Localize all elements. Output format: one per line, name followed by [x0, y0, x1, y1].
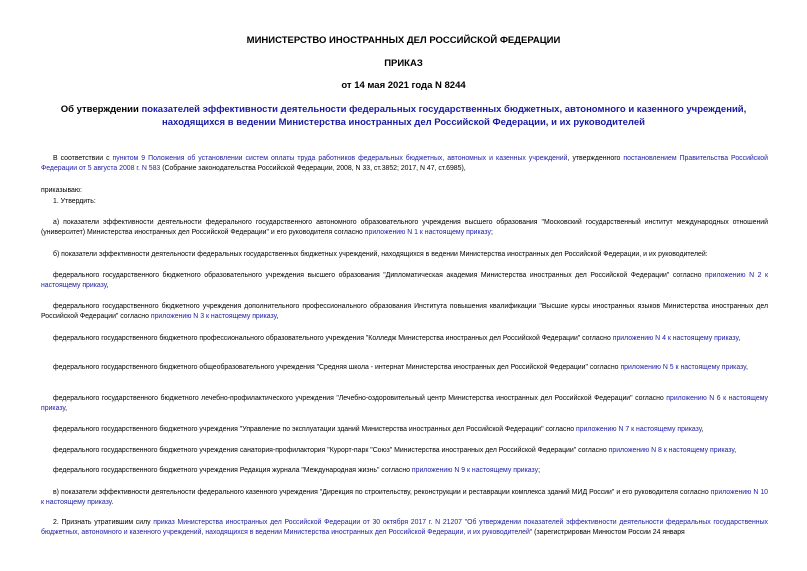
link-paragraph-9[interactable]: пунктом 9 Положения об установлении систем оплаты труда работников федеральных бюджетных, автономных и казенных учреждений	[112, 155, 568, 162]
link-appendix-8[interactable]: приложению N 8 к настоящему приказу	[608, 447, 735, 454]
link-appendix-1[interactable]: приложению N 1 к настоящему приказу	[364, 229, 491, 237]
paragraph-item-2	[41, 518, 768, 539]
text: ,	[65, 405, 68, 413]
text: В соответствии с	[53, 155, 113, 162]
text: федерального государственного бюджетного учреждения санатория-профилактория "Курорт-парк "Союз" Министерства иностранных дел Российской Федерации" согласно	[53, 447, 609, 454]
paragraph-journal	[41, 466, 768, 476]
text: 2. Признать утратившим силу	[53, 519, 154, 526]
link-appendix-2[interactable]: приложению N 2 к настоящему приказу	[41, 272, 768, 290]
text: ,	[106, 282, 109, 290]
paragraph-item-b: б) показатели эффективности деятельности федеральных государственных бюджетных учреждений, находящихся в ведении Министерства иностранных дел Российской Федерации, и их руководителей:	[53, 251, 708, 258]
link-appendix-7[interactable]: приложению N 7 к настоящему приказу	[576, 426, 702, 433]
text: ,	[738, 335, 741, 342]
link-appendix-9[interactable]: приложению N 9 к настоящему приказу	[411, 467, 539, 474]
paragraph-order-word: приказываю:	[41, 187, 82, 194]
paragraph-diplomatic-academy	[41, 271, 768, 292]
paragraph-item-1: 1. Утвердить:	[53, 198, 96, 205]
paragraph-college	[41, 334, 768, 344]
ministry-heading: МИНИСТЕРСТВО ИНОСТРАННЫХ ДЕЛ РОССИЙСКОЙ ФЕДЕРАЦИИ	[246, 35, 561, 46]
title-link[interactable]: показателей эффективности деятельности федеральных государственных бюджетных, автономного и казенного учреждений, находящихся в ведении Министерства иностранных дел Российской Федерации, и их руководителей	[141, 104, 747, 128]
paragraph-basis	[41, 154, 768, 175]
text: (зарегистрирован Минюстом России 24 января	[532, 529, 685, 537]
paragraph-sanatorium	[41, 446, 768, 456]
link-appendix-4[interactable]: приложению N 4 к настоящему приказу	[612, 335, 739, 342]
link-appendix-3[interactable]: приложению N 3 к настоящему приказу	[150, 313, 277, 321]
paragraph-health-center	[41, 394, 768, 415]
text: федерального государственного бюджетного учреждения "Управление по эксплуатации зданий Министерства иностранных дел Российской Федерации" согласно	[53, 426, 577, 433]
paragraph-item-a	[41, 218, 768, 239]
text: ;	[538, 467, 541, 474]
paragraph-building-management	[41, 425, 768, 435]
title-prefix: Об утверждении	[60, 104, 142, 115]
link-appendix-10[interactable]: приложению N 10 к настоящему приказу	[41, 489, 768, 507]
text: , утвержденного	[567, 155, 624, 162]
link-previous-order[interactable]: приказ Министерства иностранных дел Российской Федерации от 30 октября 2017 г. N 21207 "Об утверждении показателей эффективности деятельности федеральных государственных бюджетных, автономного и казенного учреждений, находящихся в ведении Министерства иностранных дел Российской Федерации, и их руководителей"	[41, 519, 768, 537]
text: федерального государственного бюджетного общеобразовательного учреждения "Средняя школа - интернат Министерства иностранных дел Российской Федерации" согласно	[53, 364, 621, 371]
text: федерального государственного бюджетного учреждения дополнительного профессионального образования Института повышения квалификации "Высшие курсы иностранных языков Министерства иностранных дел Российской Федерации" согласно	[41, 303, 768, 321]
text: федерального государственного бюджетного профессионального образовательного учреждения "Колледж Министерства иностранных дел Российской Федерации" согласно	[53, 335, 613, 342]
order-heading: ПРИКАЗ	[384, 58, 423, 69]
paragraph-boarding-school	[41, 363, 768, 373]
text: федерального государственного бюджетного лечебно-профилактического учреждения "Лечебно-оздоровительный центр Министерства иностранных дел Российской Федерации" согласно	[53, 395, 667, 402]
text: федерального государственного бюджетного учреждения Редакция журнала "Международная жизнь" согласно	[53, 467, 412, 474]
text: ,	[734, 447, 737, 454]
text: .	[111, 499, 114, 507]
document-title	[40, 103, 767, 129]
text: ,	[276, 313, 279, 321]
text: ;	[490, 229, 493, 237]
text: федерального государственного бюджетного образовательного учреждения высшего образования "Дипломатическая академия Министерства иностранных дел Российской Федерации" согласно	[53, 272, 706, 279]
text: а) показатели эффективности деятельности федерального государственного автономного образовательного учреждения высшего образования "Московский государственный институт международных отношений (университет) Министерства иностранных дел Российской Федерации" и его руководителя согласно	[41, 219, 768, 237]
text: в) показатели эффективности деятельности федерального казенного учреждения "Дирекция по строительству, реконструкции и реставрации комплекса зданий МИД России" и его руководителя согласно	[53, 489, 711, 496]
paragraph-item-v	[41, 488, 768, 509]
link-appendix-5[interactable]: приложению N 5 к настоящему приказу	[620, 364, 746, 371]
order-date: от 14 мая 2021 года N 8244	[341, 80, 466, 91]
text: ,	[745, 364, 748, 371]
paragraph-language-courses	[41, 302, 768, 323]
link-government-decree[interactable]: постановлением Правительства Российской Федерации от 5 августа 2008 г. N 583	[41, 155, 768, 173]
text: (Собрание законодательства Российской Федерации, 2008, N 33, ст.3852; 2017, N 47, ст.6985),	[160, 165, 466, 173]
link-appendix-6[interactable]: приложению N 6 к настоящему приказу	[41, 395, 768, 413]
text: ,	[701, 426, 704, 433]
